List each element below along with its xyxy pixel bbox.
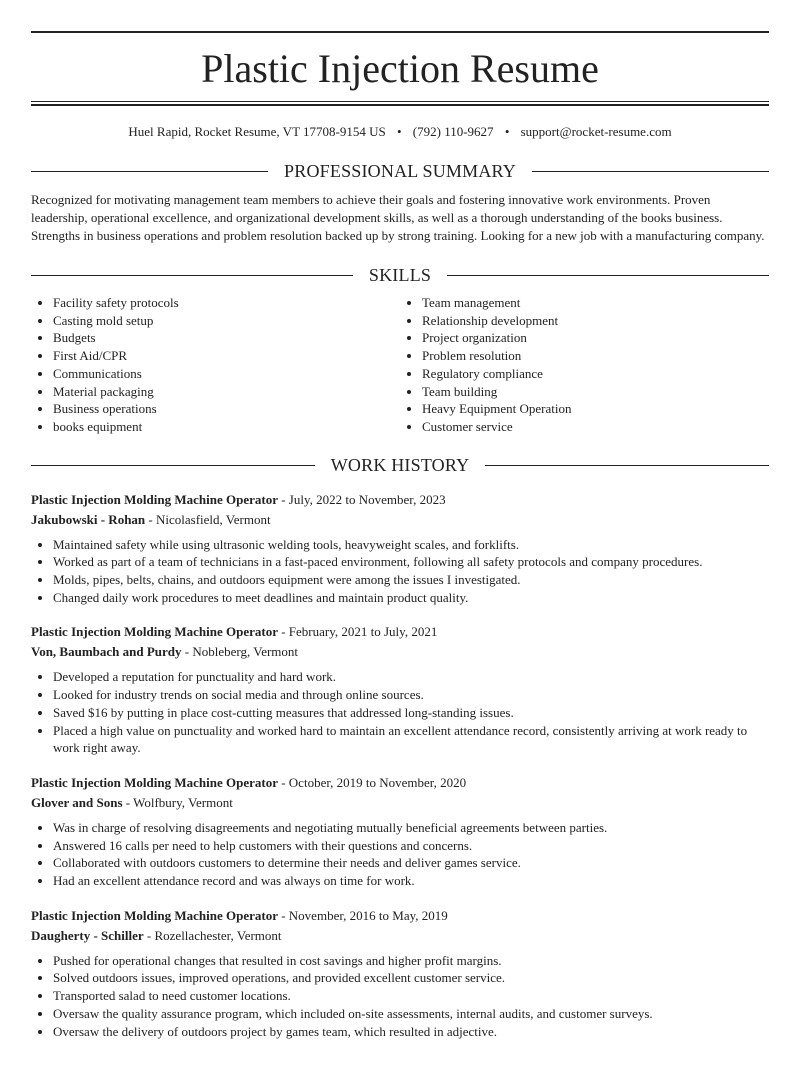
skill-item: • Material packaging	[53, 383, 400, 401]
job-bullet: • Placed a high value on punctuality and worked hard to maintain an excellent attendance record, consistently arriving at work ready to work right away.	[53, 722, 769, 757]
job-bullet: • Solved outdoors issues, improved operations, and provided excellent customer service.	[53, 969, 769, 987]
job-bullets	[31, 536, 769, 607]
job-bullet: • Looked for industry trends on social media and through online sources.	[53, 686, 769, 704]
skill-item: • Project organization	[422, 329, 769, 347]
job-bullet: • Oversaw the quality assurance program, which included on-site assessments, internal audits, and customer surveys.	[53, 1005, 769, 1023]
job-dates: - November, 2016 to May, 2019	[281, 907, 448, 923]
job-title: Plastic Injection Molding Machine Operator	[31, 491, 278, 507]
job-title-line	[31, 622, 769, 642]
job-bullet: • Collaborated with outdoors customers to determine their needs and deliver games service.	[53, 854, 769, 872]
skill-item: • books equipment	[53, 418, 400, 436]
skill-item: • Relationship development	[422, 312, 769, 330]
job-company-line	[31, 926, 769, 946]
job-bullet: • Had an excellent attendance record and was always on time for work.	[53, 872, 769, 890]
skills-right-column	[400, 294, 769, 436]
divider	[31, 465, 315, 466]
job-bullet: • Developed a reputation for punctuality and hard work.	[53, 668, 769, 686]
section-title: SKILLS	[368, 264, 432, 285]
job-bullet: • Pushed for operational changes that resulted in cost savings and higher profit margins.	[53, 952, 769, 970]
contact-phone: (792) 110-9627	[412, 124, 494, 139]
skill-item: • Team building	[422, 383, 769, 401]
job-location: - Wolfbury, Vermont	[125, 794, 233, 810]
skill-item: • Budgets	[53, 329, 400, 347]
job-location: - Rozellachester, Vermont	[146, 927, 282, 943]
header-double-rule	[31, 101, 769, 106]
job-company-line	[31, 642, 769, 662]
job-bullet: • Molds, pipes, belts, chains, and outdoors equipment were among the issues I investigated.	[53, 571, 769, 589]
top-rule	[31, 31, 769, 33]
work-heading	[31, 454, 769, 478]
job-bullets	[31, 668, 769, 757]
section-title: WORK HISTORY	[330, 455, 470, 476]
job-title-line	[31, 906, 769, 926]
job-bullet: • Answered 16 calls per need to help customers with their questions and concerns.	[53, 837, 769, 855]
skill-item: • Casting mold setup	[53, 312, 400, 330]
divider	[447, 275, 769, 276]
skill-item: • Communications	[53, 365, 400, 383]
job-bullets	[31, 952, 769, 1041]
divider	[532, 171, 769, 172]
resume-page	[0, 31, 800, 1040]
job-bullets	[31, 819, 769, 890]
job-entry	[31, 490, 769, 607]
job-entry	[31, 773, 769, 890]
summary-text: Recognized for motivating management team members to achieve their goals and fostering innovative work environments. Proven leadership, operational excellence, and organizational development skills, as well as a thorough understanding of the books business. Strengths in business operations and problem resolution backed up by strong training. Looking for a new job with a manufacturing company.	[31, 192, 765, 243]
job-bullet: • Oversaw the delivery of outdoors project by games team, which resulted in adjective.	[53, 1023, 769, 1041]
job-company: Von, Baumbach and Purdy	[31, 644, 182, 660]
job-title-line	[31, 490, 769, 510]
job-title: Plastic Injection Molding Machine Operator	[31, 774, 278, 790]
skill-item: • Team management	[422, 294, 769, 312]
contact-address: Huel Rapid, Rocket Resume, VT 17708-9154 US	[128, 124, 386, 139]
skill-item: • First Aid/CPR	[53, 347, 400, 365]
job-bullet: • Changed daily work procedures to meet deadlines and maintain product quality.	[53, 589, 769, 607]
skill-item: • Problem resolution	[422, 347, 769, 365]
divider	[31, 171, 268, 172]
job-entry	[31, 622, 769, 757]
job-bullet: • Saved $16 by putting in place cost-cutting measures that addressed long-standing issues.	[53, 704, 769, 722]
job-bullet: • Transported salad to need customer locations.	[53, 987, 769, 1005]
job-location: - Nobleberg, Vermont	[184, 644, 299, 660]
skill-item: • Heavy Equipment Operation	[422, 400, 769, 418]
skills-left-column	[31, 294, 400, 436]
skills-heading	[31, 263, 769, 287]
separator: •	[396, 124, 402, 139]
skills-list	[31, 294, 769, 436]
job-company-line	[31, 793, 769, 813]
job-dates: - February, 2021 to July, 2021	[281, 624, 438, 640]
separator: •	[504, 124, 510, 139]
job-dates: - July, 2022 to November, 2023	[281, 491, 446, 507]
contact-email[interactable]: support@rocket-resume.com	[520, 124, 672, 139]
skill-item: • Business operations	[53, 400, 400, 418]
resume-title: Plastic Injection Resume	[201, 46, 599, 91]
divider	[31, 275, 353, 276]
summary-heading	[31, 159, 769, 183]
section-title: PROFESSIONAL SUMMARY	[284, 160, 516, 181]
job-entry	[31, 906, 769, 1041]
contact-line	[31, 123, 769, 141]
job-dates: - October, 2019 to November, 2020	[281, 774, 467, 790]
job-company: Daugherty - Schiller	[31, 927, 144, 943]
job-bullet: • Worked as part of a team of technicians in a fast-paced environment, following all safety protocols and company procedures.	[53, 553, 769, 571]
skill-item: • Facility safety protocols	[53, 294, 400, 312]
work-history	[31, 490, 769, 1041]
job-title-line	[31, 773, 769, 793]
job-company: Jakubowski - Rohan	[31, 511, 146, 527]
job-company-line	[31, 510, 769, 530]
divider	[485, 465, 769, 466]
job-location: - Nicolasfield, Vermont	[148, 511, 271, 527]
job-title: Plastic Injection Molding Machine Operator	[31, 624, 278, 640]
job-bullet: • Was in charge of resolving disagreements and negotiating mutually beneficial agreements between parties.	[53, 819, 769, 837]
job-title: Plastic Injection Molding Machine Operator	[31, 907, 278, 923]
skill-item: • Customer service	[422, 418, 769, 436]
skill-item: • Regulatory compliance	[422, 365, 769, 383]
job-bullet: • Maintained safety while using ultrasonic welding tools, heavyweight scales, and forklifts.	[53, 536, 769, 554]
job-company: Glover and Sons	[31, 794, 123, 810]
